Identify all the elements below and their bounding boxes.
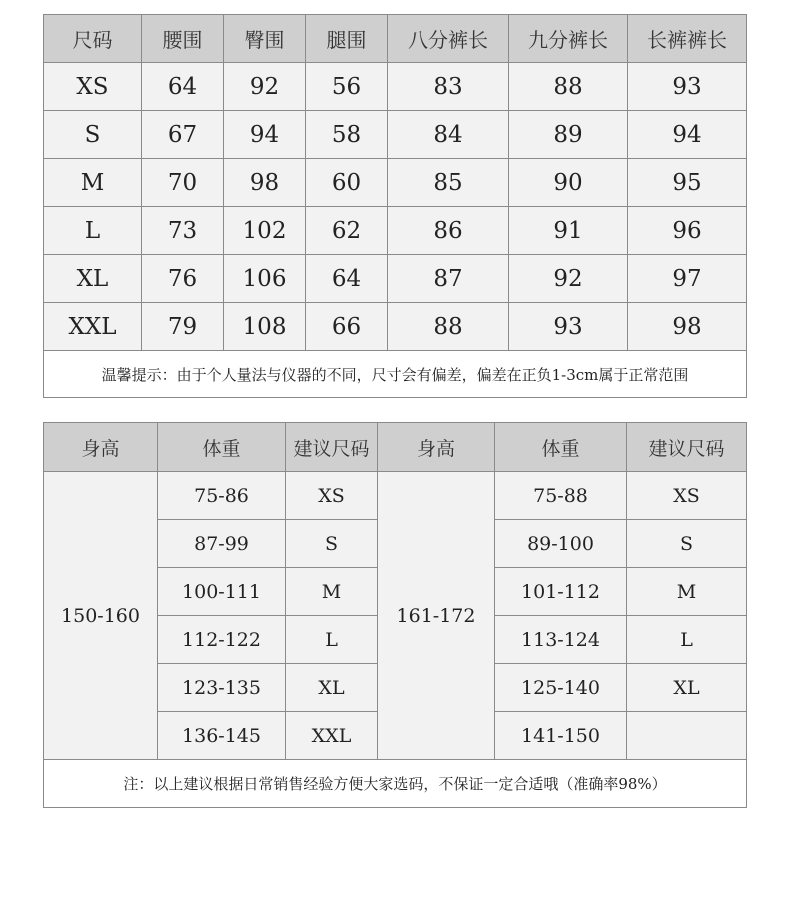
cell-cropped-length: 88 [388,303,509,351]
table-row [44,111,747,159]
header-height-right: 身高 [378,423,495,472]
header-weight-right: 体重 [495,423,627,472]
cell-thigh: 66 [306,303,388,351]
header-thigh: 腿围 [306,15,388,63]
weight-range-right: 75-88 [495,472,627,520]
suggested-size-left: XS [286,472,378,520]
suggested-size-right: S [627,520,747,568]
cell-cropped-length: 83 [388,63,509,111]
suggested-size-right: XS [627,472,747,520]
cell-thigh: 56 [306,63,388,111]
cell-size: XL [44,255,142,303]
cell-full-length: 97 [628,255,747,303]
table-row [44,472,747,520]
suggested-size-left: XL [286,664,378,712]
cell-thigh: 58 [306,111,388,159]
header-hip: 臀围 [224,15,306,63]
cell-hip: 102 [224,207,306,255]
recommendation-header-row [44,423,747,472]
cell-thigh: 64 [306,255,388,303]
cell-thigh: 62 [306,207,388,255]
suggested-size-right: XL [627,664,747,712]
suggested-size-left: XXL [286,712,378,760]
cell-waist: 73 [142,207,224,255]
cell-waist: 76 [142,255,224,303]
weight-range-left: 123-135 [158,664,286,712]
cell-ankle-length: 89 [509,111,628,159]
size-chart-header-row [44,15,747,63]
header-suggested-size-right: 建议尺码 [627,423,747,472]
weight-range-right: 101-112 [495,568,627,616]
cell-ankle-length: 93 [509,303,628,351]
cell-full-length: 98 [628,303,747,351]
cell-cropped-length: 86 [388,207,509,255]
cell-hip: 108 [224,303,306,351]
height-range-right: 161-172 [378,472,495,760]
cell-size: XXL [44,303,142,351]
weight-range-right: 113-124 [495,616,627,664]
suggested-size-left: M [286,568,378,616]
header-cropped-length: 八分裤长 [388,15,509,63]
cell-size: M [44,159,142,207]
cell-waist: 79 [142,303,224,351]
cell-waist: 64 [142,63,224,111]
height-range-left: 150-160 [44,472,158,760]
table-row [44,63,747,111]
cell-ankle-length: 92 [509,255,628,303]
size-recommendation-table [43,422,747,808]
header-size: 尺码 [44,15,142,63]
cell-hip: 98 [224,159,306,207]
size-chart-note-row [44,351,747,398]
cell-hip: 92 [224,63,306,111]
header-suggested-size-left: 建议尺码 [286,423,378,472]
recommendation-note: 注：以上建议根据日常销售经验方便大家选码，不保证一定合适哦（准确率98%） [44,760,747,808]
header-height-left: 身高 [44,423,158,472]
weight-range-left: 136-145 [158,712,286,760]
suggested-size-right: L [627,616,747,664]
cell-waist: 70 [142,159,224,207]
weight-range-right: 89-100 [495,520,627,568]
size-chart-table [43,14,747,398]
header-weight-left: 体重 [158,423,286,472]
cell-cropped-length: 85 [388,159,509,207]
weight-range-left: 100-111 [158,568,286,616]
table-row [44,303,747,351]
cell-hip: 106 [224,255,306,303]
cell-hip: 94 [224,111,306,159]
suggested-size-right [627,712,747,760]
cell-cropped-length: 84 [388,111,509,159]
weight-range-left: 75-86 [158,472,286,520]
suggested-size-right: M [627,568,747,616]
weight-range-left: 87-99 [158,520,286,568]
weight-range-right: 125-140 [495,664,627,712]
header-full-length: 长裤裤长 [628,15,747,63]
cell-full-length: 94 [628,111,747,159]
suggested-size-left: S [286,520,378,568]
weight-range-right: 141-150 [495,712,627,760]
size-chart-note: 温馨提示：由于个人量法与仪器的不同，尺寸会有偏差，偏差在正负1-3cm属于正常范围 [44,351,747,398]
header-waist: 腰围 [142,15,224,63]
table-row [44,159,747,207]
cell-ankle-length: 90 [509,159,628,207]
cell-cropped-length: 87 [388,255,509,303]
table-row [44,207,747,255]
cell-thigh: 60 [306,159,388,207]
cell-ankle-length: 88 [509,63,628,111]
cell-size: S [44,111,142,159]
recommendation-note-row [44,760,747,808]
cell-size: L [44,207,142,255]
cell-waist: 67 [142,111,224,159]
cell-size: XS [44,63,142,111]
header-ankle-length: 九分裤长 [509,15,628,63]
table-row [44,255,747,303]
suggested-size-left: L [286,616,378,664]
weight-range-left: 112-122 [158,616,286,664]
cell-full-length: 96 [628,207,747,255]
cell-full-length: 95 [628,159,747,207]
cell-full-length: 93 [628,63,747,111]
cell-ankle-length: 91 [509,207,628,255]
